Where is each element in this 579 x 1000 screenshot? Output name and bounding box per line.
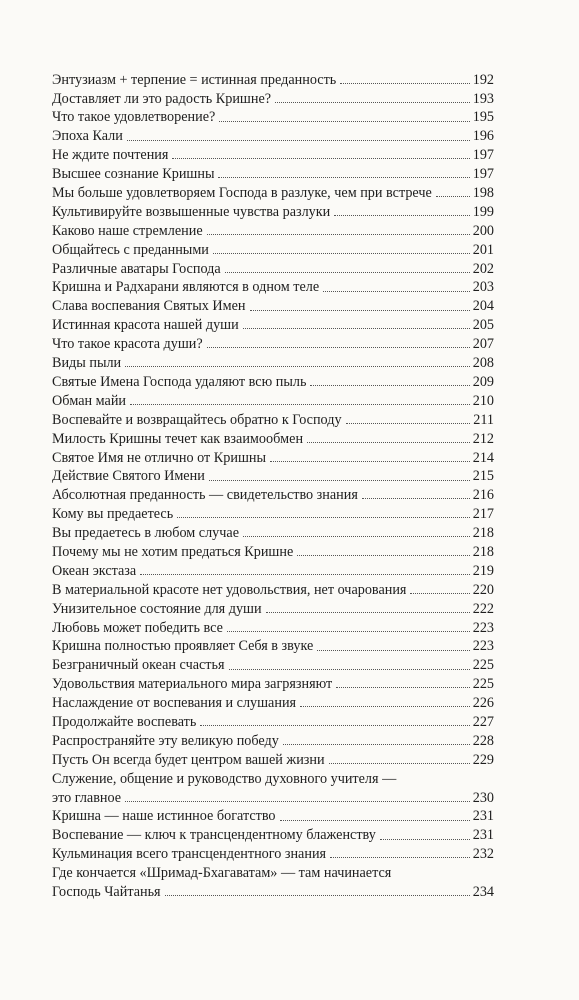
toc-entry bbox=[52, 748, 494, 767]
toc-entry bbox=[52, 408, 494, 427]
toc-entry-title: Господь Чайтанья bbox=[52, 884, 161, 900]
toc-entry bbox=[52, 68, 494, 87]
toc-entry-page-number: 204 bbox=[472, 298, 494, 315]
toc-entry-page-number: 227 bbox=[472, 713, 494, 730]
toc-entry-page-number: 223 bbox=[472, 638, 494, 655]
toc-entry-title: Кришна и Радхарани являются в одном теле bbox=[52, 280, 320, 295]
toc-entry-title: Распространяйте эту великую победу bbox=[52, 733, 279, 749]
toc-entry-page-number: 231 bbox=[472, 808, 494, 825]
toc-entry bbox=[52, 502, 494, 521]
toc-entry-page-number: 202 bbox=[472, 260, 494, 277]
toc-entry bbox=[52, 521, 494, 540]
toc-entry bbox=[52, 295, 494, 314]
toc-entry-title: Каково наше стремление bbox=[52, 223, 203, 239]
toc-entry-title: Что такое красота души? bbox=[52, 337, 203, 352]
toc-entry-title: Не ждите почтения bbox=[52, 148, 169, 163]
dot-leader bbox=[323, 291, 470, 292]
toc-entry-page-number: 217 bbox=[472, 506, 494, 523]
toc-entry-page-number: 205 bbox=[472, 317, 494, 334]
toc-entry bbox=[52, 465, 494, 484]
dot-leader bbox=[213, 253, 470, 254]
dot-leader bbox=[310, 385, 470, 386]
dot-leader bbox=[243, 328, 470, 329]
dot-leader bbox=[362, 498, 470, 499]
toc-entry bbox=[52, 370, 494, 389]
toc-entry bbox=[52, 238, 494, 257]
toc-entry bbox=[52, 843, 494, 862]
table-of-contents bbox=[52, 68, 494, 899]
toc-entry-title: Наслаждение от воспевания и слушания bbox=[52, 696, 297, 711]
toc-entry bbox=[52, 616, 494, 635]
toc-entry-page-number: 209 bbox=[472, 373, 494, 390]
toc-entry-page-number: 234 bbox=[472, 883, 494, 900]
toc-entry bbox=[52, 276, 494, 295]
toc-entry-page-number: 197 bbox=[472, 166, 494, 183]
toc-entry-title: Кульминация всего трансцендентного знания bbox=[52, 847, 327, 862]
toc-entry-title: Энтузиазм + терпение = истинная преданность bbox=[52, 72, 337, 87]
toc-entry-title: Вы предаетесь в любом случае bbox=[52, 526, 240, 541]
dot-leader bbox=[330, 857, 470, 858]
dot-leader bbox=[177, 517, 470, 518]
toc-entry-title: Доставляет ли это радость Кришне? bbox=[52, 91, 272, 106]
toc-entry-title: Абсолютная преданность — свидетельство знания bbox=[52, 488, 358, 503]
toc-entry-title: Виды пыли bbox=[52, 356, 122, 371]
dot-leader bbox=[125, 801, 470, 802]
dot-leader bbox=[207, 234, 470, 235]
toc-entry-page-number: 198 bbox=[472, 185, 494, 202]
toc-entry-page-number: 196 bbox=[472, 128, 494, 145]
toc-entry-page-number: 222 bbox=[472, 600, 494, 617]
toc-entry-title: Кришна — наше истинное богатство bbox=[52, 809, 276, 824]
toc-entry-title: Кому вы предаетесь bbox=[52, 507, 174, 522]
toc-entry-page-number: 214 bbox=[472, 449, 494, 466]
toc-entry bbox=[52, 729, 494, 748]
toc-entry-page-number: 210 bbox=[472, 392, 494, 409]
toc-entry-title: Различные аватары Господа bbox=[52, 261, 221, 276]
toc-entry-title: Океан экстаза bbox=[52, 563, 137, 579]
toc-entry-title: Высшее сознание Кришны bbox=[52, 167, 215, 182]
toc-entry-page-number: 226 bbox=[472, 695, 494, 712]
toc-entry bbox=[52, 710, 494, 729]
toc-entry bbox=[52, 314, 494, 333]
toc-entry bbox=[52, 219, 494, 238]
dot-leader bbox=[340, 83, 470, 84]
toc-entry-page-number: 218 bbox=[472, 543, 494, 560]
toc-entry bbox=[52, 389, 494, 408]
dot-leader bbox=[410, 593, 470, 594]
toc-entry-page-number: 203 bbox=[472, 279, 494, 296]
dot-leader bbox=[436, 196, 470, 197]
toc-entry-page-number: 193 bbox=[472, 90, 494, 107]
dot-leader bbox=[200, 725, 470, 726]
toc-entry-title: это главное bbox=[52, 790, 122, 805]
toc-entry-page-number: 207 bbox=[472, 336, 494, 353]
toc-entry-page-number: 197 bbox=[472, 147, 494, 164]
toc-entry-page-number: 228 bbox=[472, 732, 494, 749]
dot-leader bbox=[219, 121, 470, 122]
dot-leader bbox=[297, 555, 470, 556]
toc-entry bbox=[52, 125, 494, 144]
toc-entry bbox=[52, 87, 494, 106]
toc-entry-title: Почему мы не хотим предаться Кришне bbox=[52, 544, 294, 560]
toc-entry-page-number: 218 bbox=[472, 525, 494, 542]
toc-entry bbox=[52, 427, 494, 446]
dot-leader bbox=[275, 102, 470, 103]
toc-entry-page-number: 231 bbox=[472, 827, 494, 844]
toc-entry-page-number: 223 bbox=[472, 619, 494, 636]
dot-leader bbox=[329, 763, 470, 764]
dot-leader bbox=[218, 177, 470, 178]
toc-entry-page-number: 232 bbox=[472, 846, 494, 863]
toc-entry-page-number: 219 bbox=[472, 562, 494, 579]
dot-leader bbox=[165, 895, 470, 896]
toc-entry bbox=[52, 880, 494, 899]
toc-entry bbox=[52, 578, 494, 597]
dot-leader bbox=[243, 536, 470, 537]
toc-entry bbox=[52, 805, 494, 824]
toc-entry-title: Слава воспевания Святых Имен bbox=[52, 299, 246, 314]
toc-entry-title: Безграничный океан счастья bbox=[52, 658, 225, 673]
toc-entry-page-number: 220 bbox=[472, 581, 494, 598]
dot-leader bbox=[250, 310, 471, 311]
toc-entry bbox=[52, 673, 494, 692]
dot-leader bbox=[209, 480, 470, 481]
toc-entry-title: Удовольствия материального мира загрязняют bbox=[52, 677, 333, 692]
toc-entry-title: Милость Кришны течет как взаимообмен bbox=[52, 431, 304, 446]
toc-entry-title: Где кончается «Шримад-Бхагаватам» — там начинается bbox=[52, 866, 392, 881]
toc-entry-title: Кришна полностью проявляет Себя в звуке bbox=[52, 639, 314, 654]
toc-entry bbox=[52, 691, 494, 710]
dot-leader bbox=[225, 272, 470, 273]
toc-entry bbox=[52, 824, 494, 843]
dot-leader bbox=[280, 820, 470, 821]
toc-entry bbox=[52, 861, 494, 880]
dot-leader bbox=[283, 744, 470, 745]
dot-leader bbox=[125, 366, 470, 367]
toc-entry-page-number: 208 bbox=[472, 355, 494, 372]
toc-entry-page-number: 201 bbox=[472, 241, 494, 258]
toc-entry-title: Служение, общение и руководство духовного учителя — bbox=[52, 771, 397, 786]
dot-leader bbox=[317, 650, 470, 651]
dot-leader bbox=[172, 158, 470, 159]
dot-leader bbox=[270, 461, 470, 462]
toc-entry-title: Святые Имена Господа удаляют всю пыль bbox=[52, 374, 307, 390]
toc-entry-title: Общайтесь с преданными bbox=[52, 242, 209, 257]
toc-entry-title: Эпоха Кали bbox=[52, 129, 123, 144]
toc-entry-title: Унизительное состояние для души bbox=[52, 601, 262, 616]
toc-entry-page-number: 200 bbox=[472, 222, 494, 239]
dot-leader bbox=[266, 612, 470, 613]
toc-entry bbox=[52, 144, 494, 163]
toc-entry-page-number: 199 bbox=[472, 203, 494, 220]
toc-entry bbox=[52, 597, 494, 616]
toc-entry-title: Любовь может победить все bbox=[52, 620, 223, 635]
dot-leader bbox=[227, 631, 470, 632]
dot-leader bbox=[346, 423, 470, 424]
toc-entry bbox=[52, 162, 494, 181]
toc-entry-title: В материальной красоте нет удовольствия, нет очарования bbox=[52, 582, 407, 597]
dot-leader bbox=[380, 839, 470, 840]
dot-leader bbox=[127, 140, 470, 141]
toc-entry-page-number: 225 bbox=[472, 657, 494, 674]
toc-entry bbox=[52, 446, 494, 465]
toc-entry-title: Культивируйте возвышенные чувства разлуки bbox=[52, 204, 331, 220]
toc-entry-title: Пусть Он всегда будет центром вашей жизни bbox=[52, 752, 325, 767]
toc-entry bbox=[52, 181, 494, 200]
toc-entry bbox=[52, 559, 494, 578]
toc-entry-title: Святое Имя не отлично от Кришны bbox=[52, 450, 267, 465]
toc-entry bbox=[52, 200, 494, 219]
dot-leader bbox=[334, 215, 470, 216]
dot-leader bbox=[207, 347, 470, 348]
dot-leader bbox=[140, 574, 470, 575]
toc-entry bbox=[52, 257, 494, 276]
toc-entry-title: Что такое удовлетворение? bbox=[52, 110, 216, 125]
toc-entry-title: Продолжайте воспевать bbox=[52, 714, 197, 730]
toc-entry bbox=[52, 351, 494, 370]
toc-entry-title: Обман майи bbox=[52, 393, 127, 409]
toc-entry-title: Воспевайте и возвращайтесь обратно к Господу bbox=[52, 412, 342, 427]
toc-entry-page-number: 225 bbox=[472, 676, 494, 693]
toc-entry-title: Воспевание — ключ к трансцендентному блаженству bbox=[52, 828, 376, 843]
toc-entry-title: Истинная красота нашей души bbox=[52, 318, 239, 333]
toc-entry bbox=[52, 484, 494, 503]
toc-entry bbox=[52, 654, 494, 673]
dot-leader bbox=[300, 706, 470, 707]
toc-entry bbox=[52, 767, 494, 786]
toc-entry-page-number: 211 bbox=[473, 411, 494, 428]
toc-entry-page-number: 212 bbox=[472, 430, 494, 447]
toc-entry-title: Действие Святого Имени bbox=[52, 469, 205, 484]
toc-entry bbox=[52, 635, 494, 654]
toc-entry-page-number: 195 bbox=[472, 109, 494, 126]
toc-entry-page-number: 230 bbox=[472, 789, 494, 806]
dot-leader bbox=[229, 669, 471, 670]
dot-leader bbox=[336, 687, 470, 688]
toc-entry-title: Мы больше удовлетворяем Господа в разлуке, чем при встрече bbox=[52, 186, 432, 201]
dot-leader bbox=[307, 442, 470, 443]
toc-entry bbox=[52, 332, 494, 351]
toc-entry-page-number: 192 bbox=[472, 71, 494, 88]
toc-entry bbox=[52, 786, 494, 805]
toc-entry-page-number: 216 bbox=[472, 487, 494, 504]
toc-entry-page-number: 229 bbox=[472, 751, 494, 768]
toc-entry-page-number: 215 bbox=[472, 468, 494, 485]
dot-leader bbox=[130, 404, 470, 405]
toc-entry bbox=[52, 106, 494, 125]
toc-entry bbox=[52, 540, 494, 559]
